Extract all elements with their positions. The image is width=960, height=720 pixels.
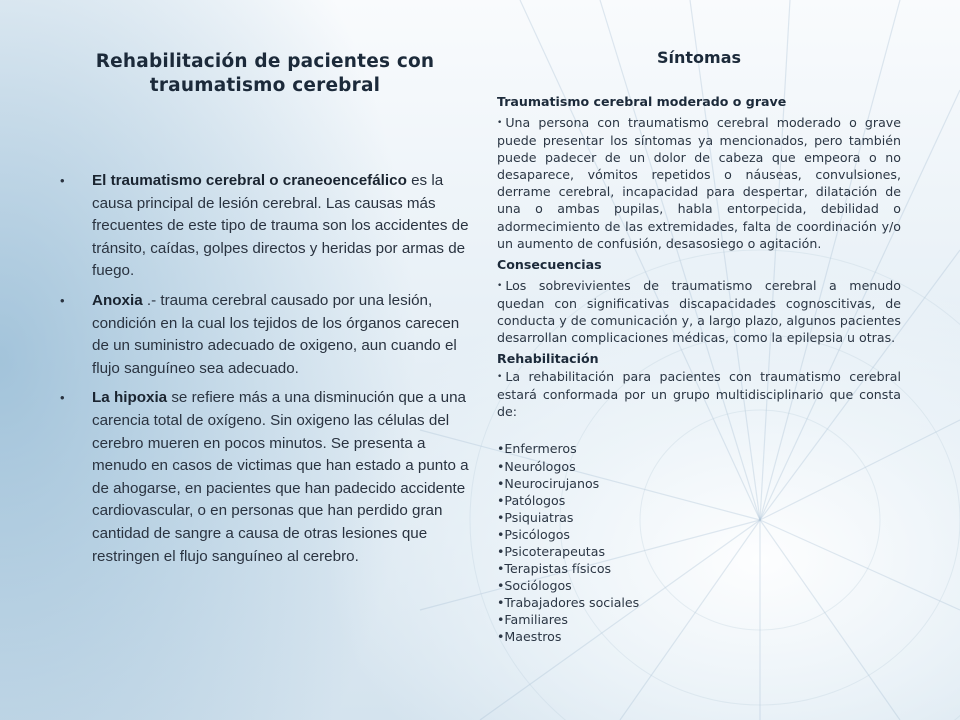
bullet-icon: • [60, 173, 65, 188]
bullet-text: .- trauma cerebral causado por una lesión, condición en la cual los tejidos de los órganos carecen de un suministro adecuado de oxigeno, aun cuando el flujo sanguíneo sea adecuado. [92, 291, 460, 377]
bullet-icon: • [60, 390, 65, 406]
subsection-paragraph [497, 368, 901, 420]
list-item [60, 290, 470, 380]
right-column [497, 48, 901, 646]
list-item: •Enfermeros [497, 441, 577, 457]
bullet-icon: • [497, 280, 503, 291]
list-item: •Maestros [497, 629, 562, 645]
slide-title: Rehabilitación de pacientes con traumatismo cerebral [95, 51, 435, 96]
bullet-icon: • [60, 292, 65, 308]
list-item: •Neurocirujanos [497, 475, 600, 491]
team-list [497, 440, 901, 645]
bullet-bold-text: Anoxia [92, 291, 143, 309]
subsection-heading: Traumatismo cerebral moderado o grave [497, 94, 787, 109]
list-item: •Terapistas físicos [497, 561, 612, 577]
paragraph-text: Una persona con traumatismo cerebral moderado o grave puede presentar los síntomas ya mencionados, pero también puede padecer de un dolor de cabeza que empeora o no desaparece, vómitos repetidos o náuseas, convulsiones, derrame cerebral, incapacidad para despertar, dilatación de una o ambas pupilas, habla entorpecida, debilidad o adormecimiento de las extremidades, falta de coordinación y/o un aumento de confusión, desasosiego o agitación. [497, 115, 901, 251]
list-item: •Familiares [497, 612, 568, 628]
section-title: Síntomas [656, 48, 742, 67]
list-item [60, 170, 470, 283]
bullet-bold-text: El traumatismo cerebral o craneoencefálico [92, 172, 407, 189]
list-item: •Psiquiatras [497, 509, 574, 525]
list-item: •Psicoterapeutas [497, 543, 606, 559]
list-item: •Sociólogos [497, 578, 572, 594]
bullet-text: es la causa principal de lesión cerebral. Las causas más frecuentes de este tipo de trauma son los accidentes de tránsito, caídas, golpes directos y heridas por armas de fuego. [92, 172, 469, 280]
subsection-heading: Rehabilitación [497, 351, 599, 367]
paragraph-text: La rehabilitación para pacientes con traumatismo cerebral estará conformada por un grupo multidisciplinario que consta de: [497, 369, 901, 420]
list-item [60, 387, 470, 568]
subsection-paragraph [497, 114, 901, 252]
bullet-icon: • [497, 372, 503, 383]
list-item: •Psicólogos [497, 526, 570, 542]
list-item: •Neurólogos [497, 458, 576, 474]
left-column [60, 50, 470, 575]
bullet-icon: • [497, 118, 503, 128]
subsection-paragraph [497, 277, 901, 346]
list-item: •Trabajadores sociales [497, 595, 640, 611]
subsection-heading: Consecuencias [497, 256, 602, 272]
list-item: •Patólogos [497, 492, 566, 508]
bullet-list [60, 170, 470, 568]
bullet-text: se refiere más a una disminución que a una carencia total de oxígeno. Sin oxigeno las células del cerebro mueren en pocos minutos. Se presenta a menudo en casos de victimas que han estado a punto a de ahogarse, en pacientes que han padecido accidente cardiovascular, o en personas que han perdido gran cantidad de sangre a causa de otras lesiones que restringen el flujo sanguíneo al cerebro. [92, 389, 469, 565]
paragraph-text: Los sobrevivientes de traumatismo cerebral a menudo quedan con significativas discapacidades cognoscitivas, de conducta y de comunicación y, a largo plazo, algunos pacientes desarrollan complicaciones médicas, como la epilepsia u otras. [497, 277, 901, 346]
bullet-bold-text: La hipoxia [92, 389, 168, 407]
